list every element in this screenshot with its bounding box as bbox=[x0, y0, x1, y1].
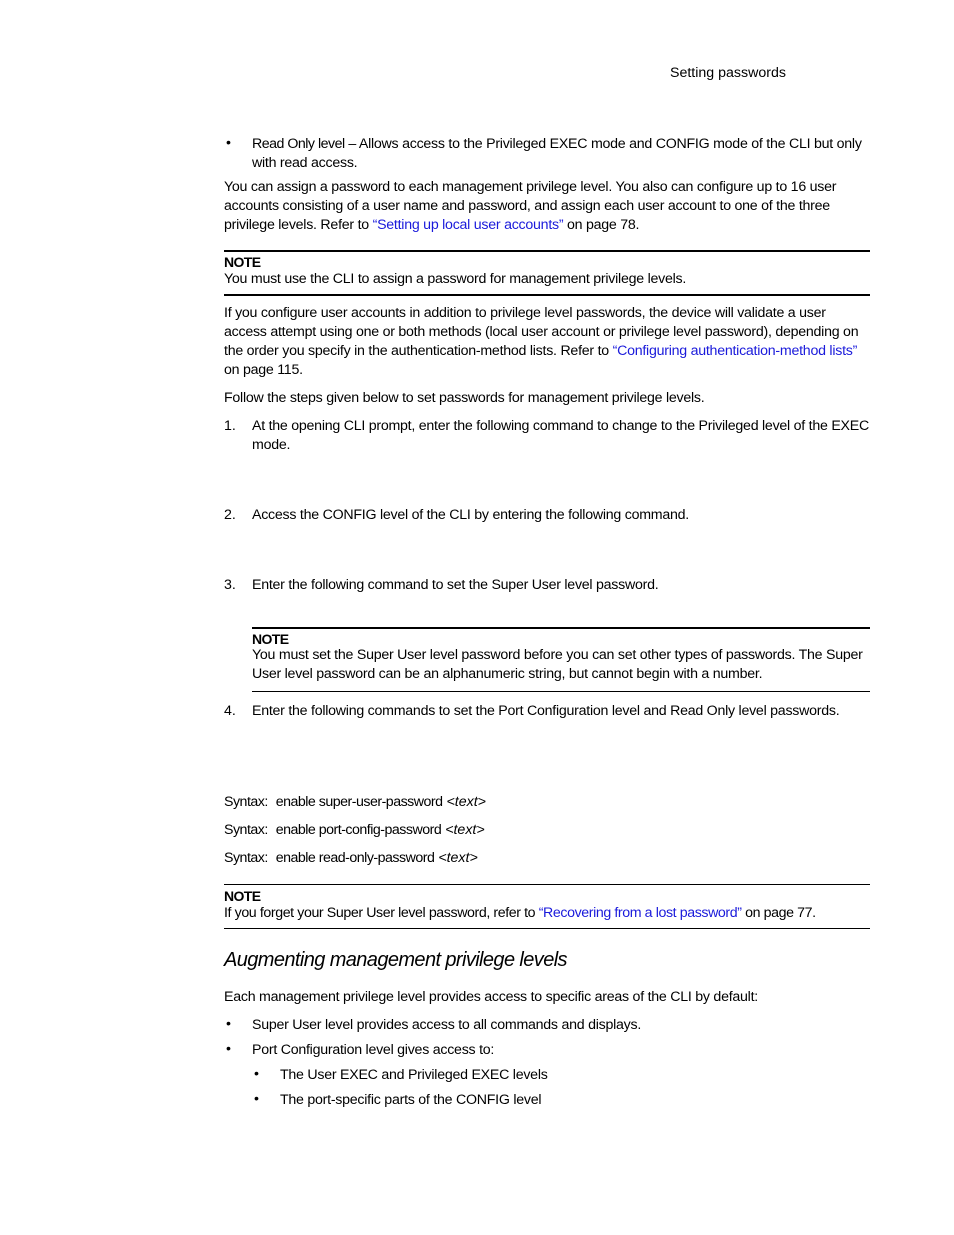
syntax-line bbox=[224, 849, 870, 868]
note-label: NOTE bbox=[224, 888, 261, 904]
step-text: Access the CONFIG level of the CLI by entering the following command. bbox=[252, 507, 689, 523]
note-label: NOTE bbox=[252, 631, 289, 647]
note-label: NOTE bbox=[224, 254, 261, 270]
bullet-item: Super User level provides access to all commands and displays. bbox=[252, 1017, 642, 1033]
syntax-arg: <text> bbox=[446, 794, 486, 810]
note-bottom-rule bbox=[252, 691, 870, 692]
paragraph-suffix: on page 78. bbox=[563, 217, 640, 233]
syntax-arg: <text> bbox=[438, 850, 478, 866]
note-text-body: If you forget your Super User level password, refer to bbox=[224, 905, 539, 921]
note-top-rule bbox=[224, 250, 870, 252]
step-text: Enter the following command to set the Super User level password. bbox=[252, 577, 659, 593]
syntax-command: enable port-config-password bbox=[275, 822, 442, 838]
syntax-label: Syntax: bbox=[224, 794, 268, 810]
note-text: You must use the CLI to assign a password for management privilege levels. bbox=[224, 271, 687, 287]
sub-bullet-item: The port-specific parts of the CONFIG level bbox=[280, 1092, 542, 1108]
bullet-read-only bbox=[252, 135, 870, 173]
note-suffix: on page 77. bbox=[741, 905, 816, 921]
bullet-read-only-text: – Allows access to the Privileged EXEC mode and CONFIG mode of the CLI but only with read access. bbox=[252, 136, 862, 171]
running-header: Setting passwords bbox=[670, 65, 786, 81]
paragraph-authentication bbox=[224, 304, 870, 380]
bullet-marker: • bbox=[226, 135, 231, 151]
step-text: Enter the following commands to set the Port Configuration level and Read Only level passwords. bbox=[252, 703, 840, 719]
syntax-label: Syntax: bbox=[224, 850, 268, 866]
note-top-rule bbox=[224, 884, 870, 885]
link-recovering-lost-password[interactable]: “Recovering from a lost password” bbox=[538, 905, 742, 921]
paragraph-suffix: on page 115. bbox=[224, 362, 303, 378]
bullet-marker: • bbox=[226, 1016, 231, 1032]
note-bottom-rule bbox=[224, 294, 870, 296]
paragraph-privilege-passwords bbox=[224, 178, 870, 235]
step-number: 2. bbox=[224, 507, 236, 523]
paragraph-follow-steps: Follow the steps given below to set passwords for management privilege levels. bbox=[224, 390, 705, 406]
paragraph-default-access: Each management privilege level provides access to specific areas of the CLI by default: bbox=[224, 989, 758, 1005]
term-read-only: Read Only level bbox=[252, 136, 345, 152]
syntax-command: enable super-user-password bbox=[275, 794, 443, 810]
bullet-marker: • bbox=[254, 1066, 259, 1082]
note-bottom-rule bbox=[224, 928, 870, 929]
link-authentication-method-lists[interactable]: “Configuring authentication-method lists” bbox=[612, 343, 858, 359]
note-text bbox=[224, 904, 870, 923]
bullet-marker: • bbox=[226, 1041, 231, 1057]
step-text: At the opening CLI prompt, enter the following command to change to the Privileged level of the EXEC mode. bbox=[252, 418, 869, 453]
syntax-command: enable read-only-password bbox=[275, 850, 435, 866]
syntax-arg: <text> bbox=[445, 822, 485, 838]
bullet-item: Port Configuration level gives access to: bbox=[252, 1042, 495, 1058]
section-heading: Augmenting management privilege levels bbox=[224, 949, 567, 971]
syntax-line bbox=[224, 793, 870, 812]
note-top-rule bbox=[252, 627, 870, 629]
step-number: 3. bbox=[224, 577, 236, 593]
sub-bullet-item: The User EXEC and Privileged EXEC levels bbox=[280, 1067, 548, 1083]
step-number: 1. bbox=[224, 418, 236, 434]
syntax-line bbox=[224, 821, 870, 840]
syntax-label: Syntax: bbox=[224, 822, 268, 838]
note-text: You must set the Super User level password before you can set other types of passwords. The Super User level password can be an alphanumeric string, but cannot begin with a number. bbox=[252, 647, 863, 682]
link-local-user-accounts[interactable]: “Setting up local user accounts” bbox=[372, 217, 564, 233]
paragraph-text: You can assign a password to each management privilege level. You also can configure up to 16 user accounts consisting of a user name and password, and assign each user account to one of the three privilege levels. Refer to bbox=[224, 179, 837, 233]
paragraph-text: If you configure user accounts in addition to privilege level passwords, the device will validate a user access attempt using one or both methods (local user account or privilege level password), depending on the order you specify in the authentication-method lists. Refer to bbox=[224, 305, 859, 359]
step-number: 4. bbox=[224, 703, 236, 719]
bullet-marker: • bbox=[254, 1091, 259, 1107]
